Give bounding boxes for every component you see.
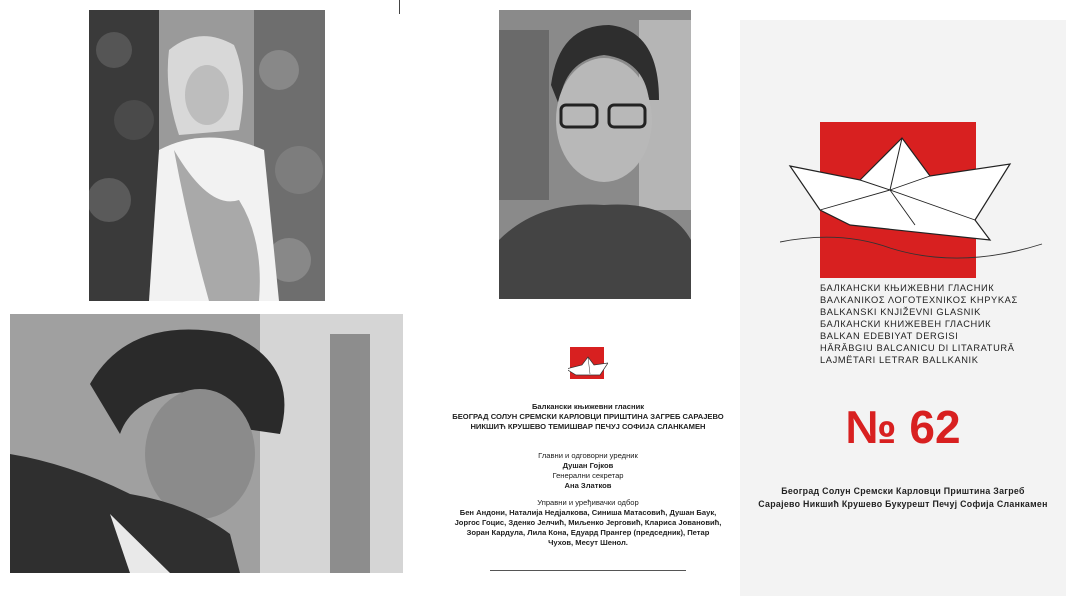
masthead-cities-1: БЕОГРАД СОЛУН СРЕМСКИ КАРЛОВЦИ ПРИШТИНА ЗАГРЕБ САРАЈЕВО bbox=[452, 412, 724, 421]
board-members-3: Зоран Кардула, Лила Кона, Едуард Прангер (председник), Петар bbox=[466, 528, 710, 537]
board-members-2: Јоргос Гоцис, Зденко Јелчић, Миљенко Јерговић, Клариса Јовановић, bbox=[454, 518, 722, 527]
cover-title-line: ΒΑΛΚΑΝΙΚΟΣ ΛΟΓΟΤΕΧΝΙΚΟΣ ΚΗΡΥΚΑΣ bbox=[820, 295, 1018, 305]
secretary-name: Ана Златков bbox=[564, 481, 612, 490]
cover-title-line: БАЛКАНСКИ КНИЖЕВЕН ГЛАСНИК bbox=[820, 319, 992, 329]
masthead-page bbox=[420, 340, 756, 580]
cover-title-line: HĂRĂBGIU BALCANICU DI LITARATURĂ bbox=[820, 343, 1015, 353]
masthead-rule bbox=[490, 570, 686, 571]
editor-name: Душан Гојков bbox=[562, 461, 614, 470]
cover-title-line: LAJMËTARI LETRAR BALLKANIK bbox=[820, 355, 979, 365]
author-photo-woman bbox=[89, 10, 325, 301]
secretary-role: Генерални секретар bbox=[552, 471, 624, 480]
board-title: Управни и уређивачки одбор bbox=[537, 498, 639, 507]
board-members-4: Чухов, Месут Шенол. bbox=[548, 538, 628, 547]
cover-cities bbox=[740, 485, 1066, 511]
cover-title-line: BALKANSKI KNJIŽEVNI GLASNIK bbox=[820, 307, 981, 317]
author-photo-man-glasses bbox=[499, 10, 691, 299]
cover-cities-line-1: Београд Солун Сремски Карловци Приштина Загреб bbox=[781, 486, 1025, 496]
cover-title-line: БАЛКАНСКИ КЊИЖЕВНИ ГЛАСНИК bbox=[820, 283, 995, 293]
cover-title-line: BALKAN EDEBIYAT DERGISI bbox=[820, 331, 959, 341]
cover-cities-line-2: Сарајево Никшић Крушево Букурешт Печуј Софија Сланкамен bbox=[758, 499, 1048, 509]
paper-boat-logo bbox=[780, 120, 1050, 285]
editor-role: Главни и одговорни уредник bbox=[538, 451, 638, 460]
board-members-1: Бен Андони, Наталија Недјалкова, Синиша Матасовић, Душан Баук, bbox=[459, 508, 717, 517]
issue-number: № 62 bbox=[845, 401, 961, 453]
masthead-cities-2: НИКШИЋ КРУШЕВО ТЕМИШВАР ПЕЧУЈ СОФИЈА СЛАНКАМЕН bbox=[470, 422, 706, 431]
cover-title-block bbox=[820, 282, 1020, 366]
divider-line bbox=[399, 0, 400, 14]
masthead-title: Балкански књижевни гласник bbox=[531, 402, 645, 411]
author-photo-man-profile bbox=[10, 314, 403, 573]
magazine-cover bbox=[740, 20, 1066, 596]
paper-boat-logo-small bbox=[568, 345, 608, 387]
